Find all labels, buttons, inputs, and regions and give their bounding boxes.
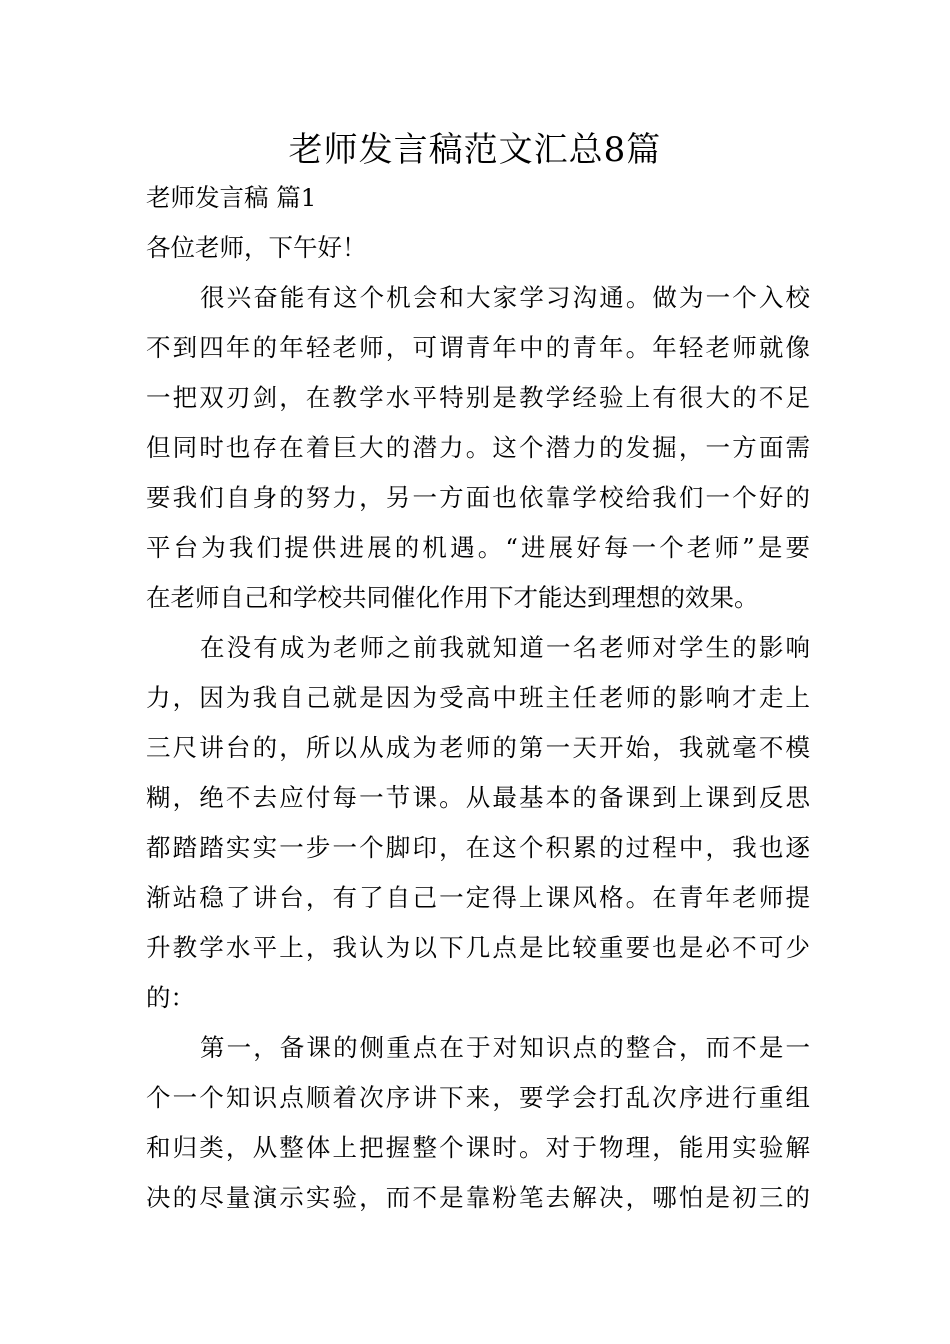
paragraph-3-line-3: 和归类，从整体上把握整个课时。对于物理，能用实验解 (146, 1133, 810, 1162)
paragraph-1-line-6: 平台为我们提供进展的机遇。“进展好每一个老师”是要 (146, 533, 810, 562)
paragraph-2-line-8: 的： (146, 983, 195, 1012)
paragraph-1-line-1: 很兴奋能有这个机会和大家学习沟通。做为一个入校 (200, 283, 810, 312)
paragraph-3-line-1: 第一，备课的侧重点在于对知识点的整合，而不是一 (200, 1033, 810, 1062)
paragraph-3-line-4: 决的尽量演示实验，而不是靠粉笔去解决，哪怕是初三的 (146, 1183, 810, 1212)
paragraph-1-line-5: 要我们自身的努力，另一方面也依靠学校给我们一个好的 (146, 483, 810, 512)
paragraph-1-line-4: 但同时也存在着巨大的潜力。这个潜力的发掘，一方面需 (146, 433, 810, 462)
paragraph-2-line-4: 糊，绝不去应付每一节课。从最基本的备课到上课到反思 (146, 783, 810, 812)
paragraph-1-line-3: 一把双刃剑，在教学水平特别是教学经验上有很大的不足 (146, 383, 810, 412)
paragraph-2-line-1: 在没有成为老师之前我就知道一名老师对学生的影响 (200, 633, 810, 662)
document-title: 老师发言稿范文汇总8篇 (288, 130, 662, 170)
paragraph-2-line-7: 升教学水平上，我认为以下几点是比较重要也是必不可少 (146, 933, 810, 962)
paragraph-2-line-5: 都踏踏实实一步一个脚印，在这个积累的过程中，我也逐 (146, 833, 810, 862)
section-heading: 老师发言稿 篇1 (146, 183, 317, 212)
paragraph-2-line-2: 力，因为我自己就是因为受高中班主任老师的影响才走上 (146, 683, 810, 712)
paragraph-2-line-3: 三尺讲台的，所以从成为老师的第一天开始，我就毫不模 (146, 733, 810, 762)
paragraph-2-line-6: 渐站稳了讲台，有了自己一定得上课风格。在青年老师提 (146, 883, 810, 912)
greeting: 各位老师，下午好！ (146, 233, 367, 262)
paragraph-1-line-2: 不到四年的年轻老师，可谓青年中的青年。年轻老师就像 (146, 333, 810, 362)
paragraph-3-line-2: 个一个知识点顺着次序讲下来，要学会打乱次序进行重组 (146, 1083, 810, 1112)
paragraph-1-line-7: 在老师自己和学校共同催化作用下才能达到理想的效果。 (146, 583, 759, 612)
